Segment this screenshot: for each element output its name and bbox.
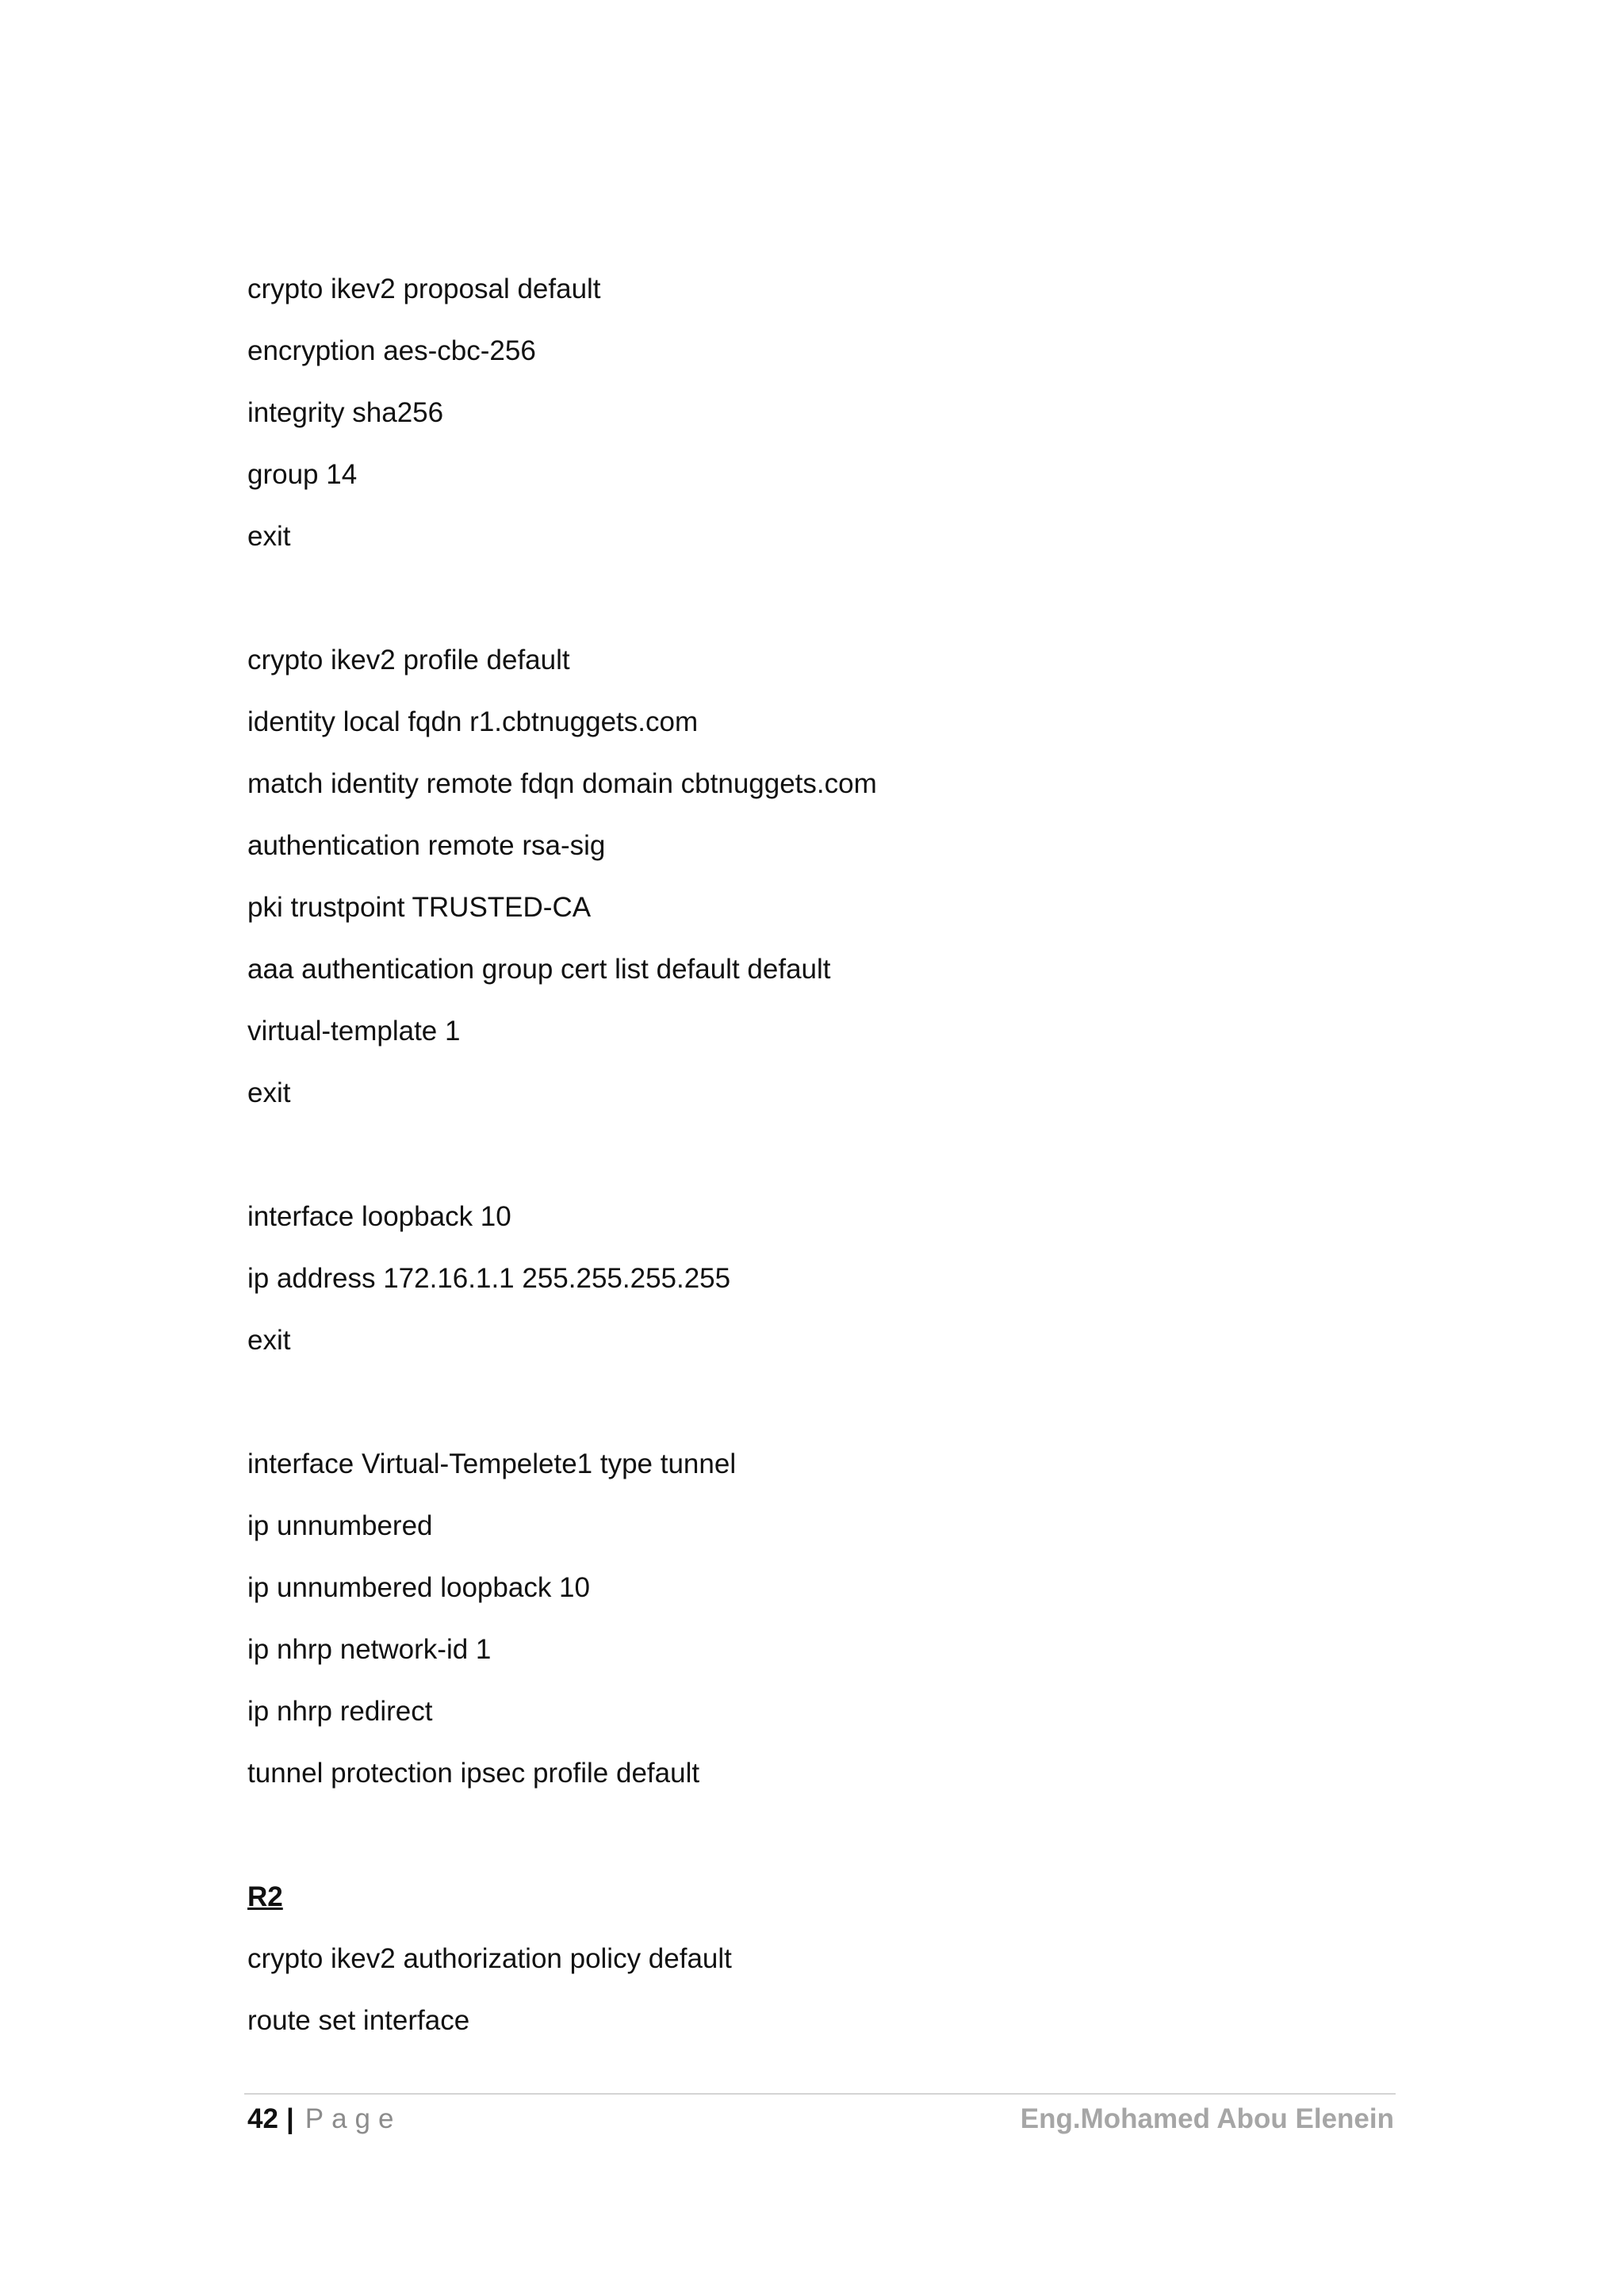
config-line: aaa authentication group cert list default default — [247, 954, 831, 985]
config-line: ip unnumbered loopback 10 — [247, 1572, 590, 1603]
author-name: Eng.Mohamed Abou Elenein — [1020, 2103, 1394, 2134]
page-footer — [247, 2099, 1394, 2139]
config-line: exit — [247, 521, 291, 552]
config-line: group 14 — [247, 459, 358, 490]
config-line: ip address 172.16.1.1 255.255.255.255 — [247, 1263, 731, 1294]
config-line: ip unnumbered — [247, 1510, 433, 1541]
footer-divider — [244, 2093, 1396, 2095]
config-line: tunnel protection ipsec profile default — [247, 1758, 700, 1789]
config-line: crypto ikev2 profile default — [247, 645, 570, 675]
config-line: exit — [247, 1077, 291, 1108]
config-line: ip nhrp network-id 1 — [247, 1634, 492, 1665]
config-line: match identity remote fdqn domain cbtnuggets.com — [247, 768, 877, 799]
config-line: crypto ikev2 proposal default — [247, 274, 601, 304]
config-line: interface loopback 10 — [247, 1201, 511, 1232]
config-line: virtual-template 1 — [247, 1016, 461, 1047]
blank-line — [247, 1804, 1397, 1866]
blank-line — [247, 1124, 1397, 1186]
config-line: exit — [247, 1325, 291, 1356]
config-line: crypto ikev2 authorization policy default — [247, 1943, 732, 1974]
page-separator: | — [285, 2103, 294, 2134]
config-line: pki trustpoint TRUSTED-CA — [247, 892, 592, 923]
document-body — [247, 258, 1397, 2052]
section-heading: R2 — [247, 1881, 283, 1912]
config-line: authentication remote rsa-sig — [247, 830, 606, 861]
page-number: 42 — [247, 2103, 278, 2134]
config-line: encryption aes-cbc-256 — [247, 335, 536, 366]
blank-line — [247, 568, 1397, 629]
config-line: identity local fqdn r1.cbtnuggets.com — [247, 706, 699, 737]
blank-line — [247, 1372, 1397, 1433]
config-line: interface Virtual-Tempelete1 type tunnel — [247, 1448, 737, 1479]
config-line: integrity sha256 — [247, 397, 444, 428]
page-label: Page — [304, 2103, 402, 2134]
config-line: route set interface — [247, 2005, 470, 2036]
config-line: ip nhrp redirect — [247, 1696, 433, 1727]
